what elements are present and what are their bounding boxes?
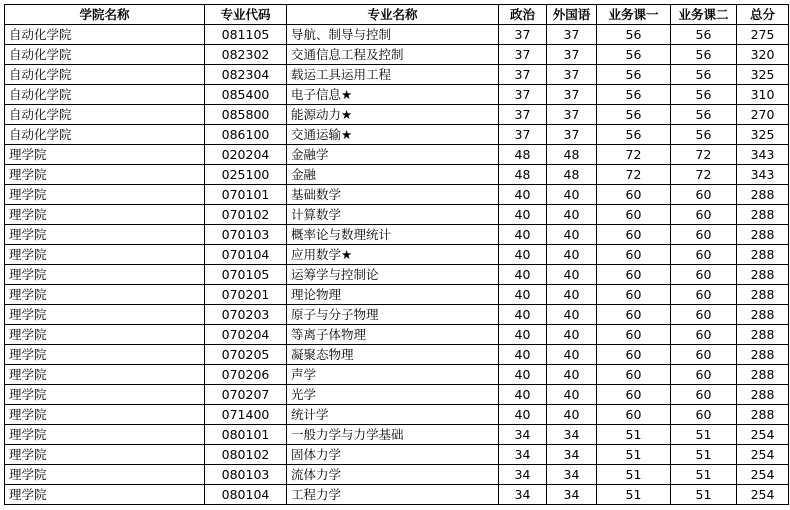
total-cell: 310 (737, 85, 789, 105)
total-cell: 288 (737, 245, 789, 265)
major-name-cell: 固体力学 (287, 445, 499, 465)
major-name-cell: 交通信息工程及控制 (287, 45, 499, 65)
table-row (5, 85, 789, 105)
subject-one-cell: 60 (597, 285, 671, 305)
foreign-language-cell: 37 (547, 45, 597, 65)
subject-one-cell: 60 (597, 325, 671, 345)
total-cell: 275 (737, 25, 789, 45)
college-cell: 自动化学院 (5, 25, 205, 45)
subject-two-cell: 60 (671, 285, 737, 305)
politics-cell: 40 (499, 345, 547, 365)
total-cell: 288 (737, 185, 789, 205)
subject-two-cell: 60 (671, 305, 737, 325)
subject-two-cell: 56 (671, 105, 737, 125)
total-cell: 343 (737, 145, 789, 165)
major-name-cell: 声学 (287, 365, 499, 385)
college-cell: 理学院 (5, 285, 205, 305)
politics-cell: 40 (499, 205, 547, 225)
table-row (5, 125, 789, 145)
major-name-cell: 原子与分子物理 (287, 305, 499, 325)
table-row (5, 245, 789, 265)
table-row (5, 365, 789, 385)
major-name-cell: 一般力学与力学基础 (287, 425, 499, 445)
table-body (5, 25, 789, 505)
table-row (5, 165, 789, 185)
score-table (4, 4, 789, 505)
total-cell: 325 (737, 125, 789, 145)
table-row (5, 405, 789, 425)
major-code-cell: 070102 (205, 205, 287, 225)
header-college: 学院名称 (5, 5, 205, 25)
table-row (5, 385, 789, 405)
college-cell: 自动化学院 (5, 45, 205, 65)
college-cell: 理学院 (5, 405, 205, 425)
foreign-language-cell: 40 (547, 225, 597, 245)
major-name-cell: 基础数学 (287, 185, 499, 205)
total-cell: 288 (737, 325, 789, 345)
major-code-cell: 070105 (205, 265, 287, 285)
foreign-language-cell: 37 (547, 25, 597, 45)
college-cell: 理学院 (5, 185, 205, 205)
total-cell: 288 (737, 225, 789, 245)
major-name-cell: 统计学 (287, 405, 499, 425)
foreign-language-cell: 34 (547, 445, 597, 465)
total-cell: 320 (737, 45, 789, 65)
table-row (5, 185, 789, 205)
foreign-language-cell: 40 (547, 345, 597, 365)
college-cell: 理学院 (5, 485, 205, 505)
politics-cell: 37 (499, 105, 547, 125)
foreign-language-cell: 37 (547, 105, 597, 125)
table-row (5, 425, 789, 445)
major-name-cell: 凝聚态物理 (287, 345, 499, 365)
politics-cell: 34 (499, 445, 547, 465)
politics-cell: 40 (499, 225, 547, 245)
college-cell: 自动化学院 (5, 65, 205, 85)
subject-one-cell: 56 (597, 105, 671, 125)
subject-one-cell: 56 (597, 25, 671, 45)
major-code-cell: 081105 (205, 25, 287, 45)
major-code-cell: 070206 (205, 365, 287, 385)
politics-cell: 37 (499, 65, 547, 85)
major-name-cell: 能源动力★ (287, 105, 499, 125)
college-cell: 理学院 (5, 325, 205, 345)
subject-one-cell: 51 (597, 485, 671, 505)
subject-two-cell: 51 (671, 425, 737, 445)
total-cell: 288 (737, 265, 789, 285)
college-cell: 理学院 (5, 365, 205, 385)
college-cell: 理学院 (5, 265, 205, 285)
foreign-language-cell: 40 (547, 245, 597, 265)
politics-cell: 48 (499, 165, 547, 185)
major-code-cell: 070104 (205, 245, 287, 265)
subject-one-cell: 56 (597, 45, 671, 65)
major-name-cell: 金融 (287, 165, 499, 185)
foreign-language-cell: 34 (547, 465, 597, 485)
subject-one-cell: 72 (597, 145, 671, 165)
politics-cell: 48 (499, 145, 547, 165)
major-code-cell: 070204 (205, 325, 287, 345)
college-cell: 理学院 (5, 445, 205, 465)
foreign-language-cell: 40 (547, 385, 597, 405)
subject-two-cell: 51 (671, 465, 737, 485)
major-code-cell: 085800 (205, 105, 287, 125)
subject-two-cell: 56 (671, 45, 737, 65)
total-cell: 288 (737, 385, 789, 405)
header-subject-one: 业务课一 (597, 5, 671, 25)
table-row (5, 485, 789, 505)
total-cell: 288 (737, 405, 789, 425)
college-cell: 理学院 (5, 465, 205, 485)
table-header-row (5, 5, 789, 25)
major-code-cell: 086100 (205, 125, 287, 145)
subject-two-cell: 72 (671, 145, 737, 165)
table-row (5, 225, 789, 245)
major-code-cell: 080103 (205, 465, 287, 485)
subject-one-cell: 60 (597, 345, 671, 365)
politics-cell: 34 (499, 465, 547, 485)
major-name-cell: 金融学 (287, 145, 499, 165)
foreign-language-cell: 48 (547, 165, 597, 185)
total-cell: 254 (737, 425, 789, 445)
subject-two-cell: 56 (671, 25, 737, 45)
subject-one-cell: 72 (597, 165, 671, 185)
politics-cell: 40 (499, 325, 547, 345)
major-code-cell: 082304 (205, 65, 287, 85)
subject-one-cell: 60 (597, 265, 671, 285)
total-cell: 254 (737, 485, 789, 505)
subject-one-cell: 60 (597, 205, 671, 225)
subject-two-cell: 60 (671, 205, 737, 225)
politics-cell: 40 (499, 185, 547, 205)
table-row (5, 345, 789, 365)
foreign-language-cell: 34 (547, 485, 597, 505)
header-major-code: 专业代码 (205, 5, 287, 25)
header-politics: 政治 (499, 5, 547, 25)
subject-two-cell: 60 (671, 245, 737, 265)
major-name-cell: 光学 (287, 385, 499, 405)
subject-two-cell: 60 (671, 405, 737, 425)
header-foreign-language: 外国语 (547, 5, 597, 25)
major-name-cell: 等离子体物理 (287, 325, 499, 345)
total-cell: 288 (737, 345, 789, 365)
college-cell: 理学院 (5, 345, 205, 365)
total-cell: 270 (737, 105, 789, 125)
major-name-cell: 流体力学 (287, 465, 499, 485)
college-cell: 理学院 (5, 145, 205, 165)
major-code-cell: 070205 (205, 345, 287, 365)
subject-one-cell: 56 (597, 125, 671, 145)
politics-cell: 37 (499, 45, 547, 65)
major-name-cell: 理论物理 (287, 285, 499, 305)
politics-cell: 37 (499, 85, 547, 105)
total-cell: 288 (737, 205, 789, 225)
major-code-cell: 080101 (205, 425, 287, 445)
major-code-cell: 085400 (205, 85, 287, 105)
college-cell: 理学院 (5, 245, 205, 265)
politics-cell: 37 (499, 125, 547, 145)
total-cell: 288 (737, 365, 789, 385)
foreign-language-cell: 40 (547, 265, 597, 285)
header-subject-two: 业务课二 (671, 5, 737, 25)
major-code-cell: 080104 (205, 485, 287, 505)
major-name-cell: 概率论与数理统计 (287, 225, 499, 245)
subject-one-cell: 60 (597, 405, 671, 425)
college-cell: 自动化学院 (5, 125, 205, 145)
subject-one-cell: 51 (597, 465, 671, 485)
major-code-cell: 070203 (205, 305, 287, 325)
major-code-cell: 070103 (205, 225, 287, 245)
foreign-language-cell: 40 (547, 305, 597, 325)
politics-cell: 40 (499, 385, 547, 405)
college-cell: 理学院 (5, 225, 205, 245)
major-code-cell: 020204 (205, 145, 287, 165)
foreign-language-cell: 48 (547, 145, 597, 165)
header-total: 总分 (737, 5, 789, 25)
college-cell: 理学院 (5, 425, 205, 445)
major-name-cell: 工程力学 (287, 485, 499, 505)
table-row (5, 285, 789, 305)
subject-two-cell: 56 (671, 85, 737, 105)
major-name-cell: 应用数学★ (287, 245, 499, 265)
foreign-language-cell: 40 (547, 405, 597, 425)
subject-two-cell: 60 (671, 385, 737, 405)
subject-one-cell: 60 (597, 185, 671, 205)
politics-cell: 37 (499, 25, 547, 45)
subject-one-cell: 51 (597, 445, 671, 465)
total-cell: 254 (737, 465, 789, 485)
total-cell: 288 (737, 305, 789, 325)
major-code-cell: 070201 (205, 285, 287, 305)
major-name-cell: 交通运输★ (287, 125, 499, 145)
total-cell: 254 (737, 445, 789, 465)
major-name-cell: 运筹学与控制论 (287, 265, 499, 285)
subject-one-cell: 51 (597, 425, 671, 445)
total-cell: 288 (737, 285, 789, 305)
major-code-cell: 070207 (205, 385, 287, 405)
major-name-cell: 计算数学 (287, 205, 499, 225)
total-cell: 325 (737, 65, 789, 85)
header-major-name: 专业名称 (287, 5, 499, 25)
politics-cell: 40 (499, 305, 547, 325)
politics-cell: 40 (499, 265, 547, 285)
subject-two-cell: 60 (671, 365, 737, 385)
subject-two-cell: 51 (671, 485, 737, 505)
subject-one-cell: 56 (597, 65, 671, 85)
subject-one-cell: 60 (597, 225, 671, 245)
major-code-cell: 080102 (205, 445, 287, 465)
foreign-language-cell: 40 (547, 205, 597, 225)
subject-two-cell: 60 (671, 185, 737, 205)
table-row (5, 65, 789, 85)
subject-two-cell: 56 (671, 125, 737, 145)
major-code-cell: 070101 (205, 185, 287, 205)
college-cell: 自动化学院 (5, 105, 205, 125)
table-row (5, 25, 789, 45)
major-code-cell: 071400 (205, 405, 287, 425)
subject-two-cell: 51 (671, 445, 737, 465)
foreign-language-cell: 40 (547, 325, 597, 345)
major-code-cell: 025100 (205, 165, 287, 185)
score-table-container (4, 4, 789, 505)
major-name-cell: 载运工具运用工程 (287, 65, 499, 85)
subject-two-cell: 60 (671, 225, 737, 245)
total-cell: 343 (737, 165, 789, 185)
foreign-language-cell: 34 (547, 425, 597, 445)
subject-two-cell: 72 (671, 165, 737, 185)
college-cell: 理学院 (5, 385, 205, 405)
politics-cell: 40 (499, 365, 547, 385)
table-row (5, 465, 789, 485)
table-row (5, 45, 789, 65)
subject-two-cell: 60 (671, 345, 737, 365)
subject-two-cell: 60 (671, 265, 737, 285)
college-cell: 理学院 (5, 165, 205, 185)
college-cell: 自动化学院 (5, 85, 205, 105)
college-cell: 理学院 (5, 205, 205, 225)
subject-one-cell: 60 (597, 305, 671, 325)
foreign-language-cell: 40 (547, 185, 597, 205)
college-cell: 理学院 (5, 305, 205, 325)
subject-one-cell: 60 (597, 245, 671, 265)
foreign-language-cell: 37 (547, 65, 597, 85)
politics-cell: 34 (499, 425, 547, 445)
foreign-language-cell: 37 (547, 85, 597, 105)
subject-two-cell: 60 (671, 325, 737, 345)
table-row (5, 205, 789, 225)
foreign-language-cell: 40 (547, 285, 597, 305)
foreign-language-cell: 37 (547, 125, 597, 145)
table-row (5, 305, 789, 325)
table-row (5, 445, 789, 465)
major-name-cell: 电子信息★ (287, 85, 499, 105)
subject-one-cell: 60 (597, 365, 671, 385)
subject-two-cell: 56 (671, 65, 737, 85)
subject-one-cell: 60 (597, 385, 671, 405)
politics-cell: 40 (499, 285, 547, 305)
table-row (5, 145, 789, 165)
table-row (5, 265, 789, 285)
politics-cell: 40 (499, 245, 547, 265)
table-row (5, 325, 789, 345)
foreign-language-cell: 40 (547, 365, 597, 385)
major-name-cell: 导航、制导与控制 (287, 25, 499, 45)
table-row (5, 105, 789, 125)
major-code-cell: 082302 (205, 45, 287, 65)
subject-one-cell: 56 (597, 85, 671, 105)
politics-cell: 40 (499, 405, 547, 425)
politics-cell: 34 (499, 485, 547, 505)
